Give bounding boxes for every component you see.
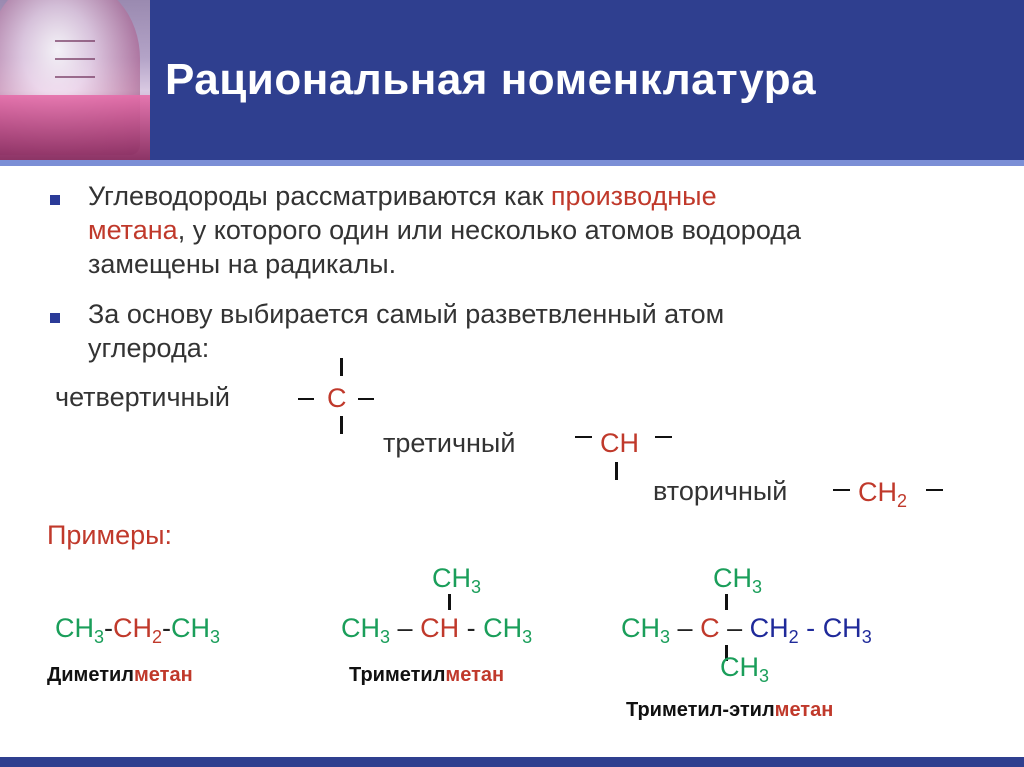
formula-sub: 3 xyxy=(861,627,872,647)
bullet-marker xyxy=(50,313,60,323)
example3-name xyxy=(626,699,833,722)
example3-top xyxy=(713,563,763,597)
bullet2-line2: углерода: xyxy=(88,333,210,363)
bond-line xyxy=(655,436,672,438)
formula-sub: 3 xyxy=(522,627,533,647)
flask-liquid xyxy=(0,95,150,165)
formula-part: CH xyxy=(822,613,862,643)
formula-part: CH xyxy=(420,613,460,643)
formula-part: CH xyxy=(483,613,523,643)
bullet1-line2 xyxy=(88,214,801,247)
secondary-carbon xyxy=(858,477,908,511)
formula-sep: - xyxy=(162,613,172,643)
footer-bar xyxy=(0,757,1024,767)
flask-mark xyxy=(55,58,95,60)
formula-sep: – xyxy=(727,613,743,643)
formula-part: CH xyxy=(713,563,752,593)
slide-title: Рациональная номенклатура xyxy=(165,55,817,104)
formula-part: C xyxy=(700,613,720,643)
secondary-carbon-symbol: CH xyxy=(858,477,897,507)
formula-part: CH xyxy=(749,613,789,643)
formula-sep: - xyxy=(466,613,476,643)
bond-line xyxy=(340,358,343,376)
formula-sub: 3 xyxy=(94,627,105,647)
formula-part: CH xyxy=(171,613,211,643)
formula-sub: 3 xyxy=(471,577,482,597)
bullet1-highlight: метана xyxy=(88,215,178,245)
formula-part: CH xyxy=(55,613,94,643)
bullet1-line3: замещены на радикалы. xyxy=(88,249,397,279)
bond-line xyxy=(926,489,943,491)
name-part: Триметил xyxy=(349,664,446,686)
bullet1-text: , у которого один или несколько атомов водорода xyxy=(177,215,802,245)
formula-part: CH xyxy=(113,613,153,643)
formula-sep: - xyxy=(806,613,816,643)
bullet-marker xyxy=(50,195,60,205)
examples-label: Примеры: xyxy=(47,520,173,550)
bond-line xyxy=(358,398,374,400)
header-stripe xyxy=(0,160,1024,166)
secondary-label: вторичный xyxy=(653,476,788,506)
formula-sub: 3 xyxy=(759,666,770,686)
bond-line xyxy=(833,489,850,491)
example1-name xyxy=(47,664,193,687)
formula-sub: 3 xyxy=(380,627,391,647)
flask-mark xyxy=(55,40,95,42)
bond-line xyxy=(340,416,343,434)
formula-sub: 3 xyxy=(660,627,671,647)
formula-sep: – xyxy=(397,613,413,643)
name-part: метан xyxy=(445,664,505,686)
bond-line xyxy=(725,594,728,610)
name-part: метан xyxy=(134,664,193,686)
example2-name xyxy=(349,664,504,687)
example1-formula xyxy=(55,613,221,647)
bond-line xyxy=(298,398,314,400)
quaternary-label: четвертичный xyxy=(55,382,230,412)
formula-sub: 3 xyxy=(752,577,763,597)
tertiary-label: третичный xyxy=(383,428,516,458)
formula-part: CH xyxy=(621,613,660,643)
example2-main xyxy=(341,613,533,647)
name-part: метан xyxy=(774,699,834,721)
formula-sub: 2 xyxy=(152,627,163,647)
bullet1-text: Углеводороды рассматриваются как xyxy=(88,181,551,211)
formula-sep: – xyxy=(677,613,693,643)
bond-line xyxy=(615,462,618,480)
bullet1-highlight: производные xyxy=(550,181,717,211)
formula-sub: 3 xyxy=(210,627,221,647)
bullet1-line1 xyxy=(88,180,717,213)
flask-image xyxy=(0,0,150,165)
formula-part: CH xyxy=(432,563,471,593)
bond-line xyxy=(448,594,451,610)
bond-line xyxy=(575,436,592,438)
example2-top xyxy=(432,563,482,597)
bullet2-line1: За основу выбирается самый разветвленный атом xyxy=(88,299,725,329)
formula-sub: 2 xyxy=(788,627,799,647)
formula-sep: - xyxy=(104,613,114,643)
flask-mark xyxy=(55,76,95,78)
formula-part: CH xyxy=(341,613,380,643)
tertiary-carbon: CH xyxy=(600,428,639,458)
quaternary-carbon: C xyxy=(327,383,347,413)
example3-main xyxy=(621,613,872,647)
formula-part: CH xyxy=(720,652,759,682)
name-part: Диметил xyxy=(47,664,134,686)
example3-bottom xyxy=(720,652,770,686)
name-part: Триметил-этил xyxy=(626,699,775,721)
secondary-carbon-sub: 2 xyxy=(897,491,908,511)
